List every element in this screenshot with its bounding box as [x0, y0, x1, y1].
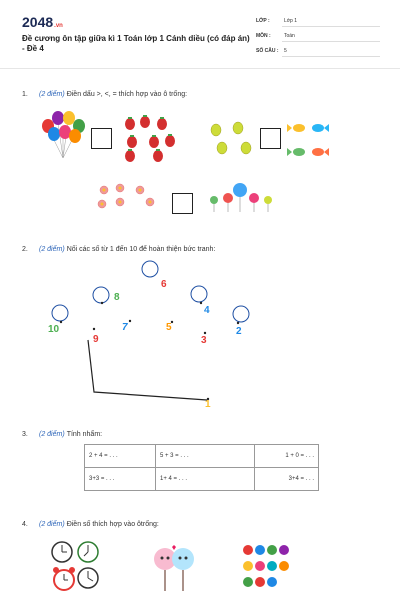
dot-number-8: 8 [114, 292, 120, 303]
question-4 [22, 521, 159, 528]
dot-number-10: 10 [48, 324, 60, 335]
subject-label: MÔN : [256, 33, 271, 39]
dot-number-3: 3 [201, 335, 207, 346]
question-text: Nối các số từ 1 đến 10 để hoàn thiện bức tranh: [66, 246, 216, 253]
dot-number-4: 4 [204, 305, 210, 316]
question-3 [22, 431, 102, 438]
dot-number-9: 9 [93, 334, 99, 345]
dot-number-1: 1 [205, 399, 211, 410]
dot-number-7: 7 [122, 322, 128, 333]
question-number: 1. [22, 91, 28, 98]
grade-value: Lớp 1 [284, 18, 298, 24]
table-cell: 3+3 = . . . [85, 468, 156, 491]
alarm-clock-icon [52, 566, 76, 592]
table-cell: 1 + 0 = . . . [255, 445, 319, 468]
dot-number-5: 5 [166, 322, 172, 333]
question-points: (2 điểm) [39, 431, 65, 438]
question-text: Điền số thích hợp vào ôtrống: [66, 521, 159, 528]
grade-label: LỚP : [256, 18, 270, 24]
cotton-candy-icon [152, 543, 196, 593]
question-points: (2 điểm) [39, 246, 65, 253]
question-count-label: SỐ CÂU : [256, 48, 279, 54]
table-row [85, 445, 319, 468]
table-cell: 2 + 4 = . . . [85, 445, 156, 468]
table-cell: 1+ 4 = . . . [156, 468, 255, 491]
question-points: (2 điểm) [39, 521, 65, 528]
question-count-value: 5 [284, 48, 287, 54]
candy-icon [240, 544, 292, 590]
question-number: 2. [22, 246, 28, 253]
question-number: 3. [22, 431, 28, 438]
table-row [85, 468, 319, 491]
dot-number-2: 2 [236, 326, 242, 337]
table-cell: 3+4 = . . . [255, 468, 319, 491]
mental-math-table [84, 444, 319, 491]
dot-number-6: 6 [161, 279, 167, 290]
subject-value: Toán [284, 33, 295, 39]
question-points: (2 điểm) [39, 91, 65, 98]
document-title: Đề cương ôn tập giữa kì 1 Toán lớp 1 Cánh diều (có đáp án) - Đề 4 [22, 34, 250, 53]
question-number: 4. [22, 521, 28, 528]
table-cell: 5 + 3 = . . . [156, 445, 255, 468]
logo-text: 2048 [22, 14, 54, 30]
logo-suffix: .vn [54, 23, 63, 29]
question-text: Tính nhẩm: [66, 431, 103, 438]
question-text: Điền dấu >, <, = thích hợp vào ô trống: [66, 91, 188, 98]
